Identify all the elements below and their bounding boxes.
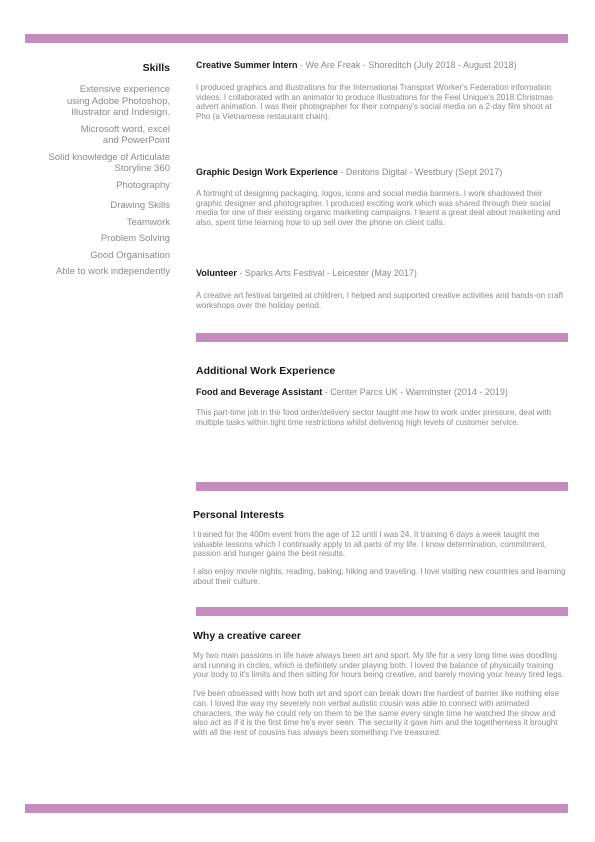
creative-paragraph: I've been obsessed with how both art and sport can break down the hardest of barrier like nothing else can. I loved the way my severely non verbal autistic cousin was able to connect with animated characters, the way he could rely on them to be the same every single time he watched the show and also act as if it is the first time he's ever seen. The security it gave him and the togetherness it brought with all the rest of cousins has always been something I've treasured. [193,689,559,737]
entry-heading [196,268,566,279]
entry-sep: - [322,387,331,397]
entry-description: I produced graphics and illustrations for the International Transport Worker's Federation information videos. I collaborated with an animator to produce illustrations for the Feel Unique's 2018 Christmas advert animation. I was their photographer for their company's social media on a 2-day film shoot at Pho (a Vietnamese restaurant chain). [196,83,553,122]
skill-item: Solid knowledge of Articulate Storyline 360 [48,151,170,174]
entry-role: Creative Summer Intern [196,60,298,70]
entry-heading [196,167,526,178]
skill-item: Problem Solving [100,233,170,244]
interests-heading: Personal Interests [193,509,285,521]
entry-heading [196,60,526,71]
entry-role: Volunteer [196,268,237,278]
section-divider-2 [196,482,568,491]
skill-item: Drawing Skills [110,200,170,211]
skill-item: Extensive experience using Adobe Photoshop, Illustrator and Indesign. [66,84,170,118]
entry-description: This part-time job in the food order/delivery sector taught me how to work under pressure, deal with multiple tasks within tight time restrictions whilst delivering high levels of customer service. [196,408,551,427]
entry-org: Sparks Arts Festival - Leicester (May 2017) [244,268,417,278]
skill-item: Microsoft word, excel and PowerPoint [80,123,170,146]
entry-description: A creative art festival targeted at children, I helped and supported creative activities and hands-on craft workshops over the holiday period. [196,291,564,310]
additional-section [196,365,566,427]
skill-item: Able to work independently [55,266,170,277]
skills-list [10,84,170,278]
entry-role: Food and Beverage Assistant [196,387,323,397]
entry-sep: - [297,60,306,70]
entry-org: Center Parcs UK - Warminster (2014 - 2019) [330,387,508,397]
entry-heading [196,387,516,398]
skill-item: Teamwork [126,216,170,228]
entry-sep: - [236,268,245,278]
interests-paragraph: I also enjoy movie nights, reading, baking, hiking and traveling. I love visiting new countries and learning about their culture. [193,567,566,586]
entry-description: A fortnight of designing packaging, logos, icons and social media banners. I work shadowed their graphic designer and photographer. I produced exciting work which was shared through their social media for one of their existing organic marketing campaigns. I learnt a great deal about marketing and also, spent time learning how to up sell over the phone on client calls. [196,189,561,228]
skill-item: Photography [116,179,170,191]
bottom-divider [25,804,568,813]
creative-section [193,630,567,738]
section-divider-1 [196,333,568,342]
creative-paragraph: My two main passions in life have always been art and sport. My life for a very long time was doodling and running in circles, which is definitely under playing both. I loved the balance of physically training your body to it's limits and then sitting for hours being creative, and barely moving your heavy tired legs. [193,651,564,680]
additional-heading: Additional Work Experience [196,365,336,377]
section-divider-3 [196,607,568,616]
entry-role: Graphic Design Work Experience [196,167,338,177]
skills-heading: Skills [142,62,170,74]
entry-org: We Are Freak - Shoreditch (July 2018 - August 2018) [305,60,517,70]
skill-item: Good Organisation [90,249,170,261]
interests-paragraph: I trained for the 400m event from the age of 12 until I was 24. It training 6 days a week taught me valuable lessons which I continually apply to all parts of my life. I know determination, commitment, passion and hunger gains the best results. [193,530,547,559]
entry-sep: - [337,167,346,177]
interests-section [193,509,567,587]
creative-heading: Why a creative career [193,630,301,642]
experience-entry [196,167,566,228]
entry-org: Dentons Digital - Westbury (Sept 2017) [345,167,503,177]
top-divider [25,34,568,43]
experience-entry [196,268,566,310]
experience-entry [196,60,566,122]
